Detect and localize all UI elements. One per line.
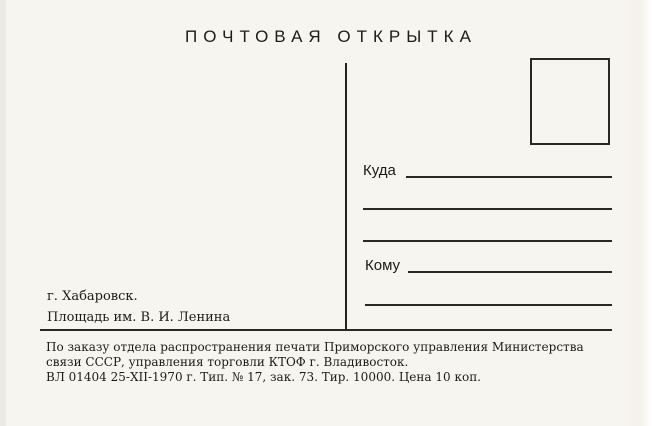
caption-city: г. Хабаровск. [47, 289, 138, 304]
imprint-rule [40, 329, 612, 331]
to-whom-label: Кому [365, 257, 401, 274]
stamp-box [530, 58, 610, 145]
vertical-divider [345, 63, 347, 330]
to-where-line-1 [406, 176, 612, 178]
imprint-line-2: связи СССР, управления торговли КТОФ г. Владивосток. [46, 355, 409, 369]
imprint-line-1: По заказу отдела распространения печати Приморского управления Министерства [46, 340, 584, 354]
postcard-title: ПОЧТОВАЯ ОТКРЫТКА [185, 27, 477, 46]
to-where-line-3 [363, 240, 612, 242]
to-where-label: Куда [363, 162, 396, 179]
to-where-line-2 [363, 208, 612, 210]
card-left-edge [0, 0, 6, 426]
to-whom-line-1 [408, 271, 612, 273]
imprint-line-3: ВЛ 01404 25-XII-1970 г. Тип. № 17, зак. 73. Тир. 10000. Цена 10 коп. [46, 370, 481, 384]
to-whom-line-2 [365, 304, 612, 306]
caption-place: Площадь им. В. И. Ленина [47, 310, 231, 325]
card-right-edge [622, 0, 652, 426]
